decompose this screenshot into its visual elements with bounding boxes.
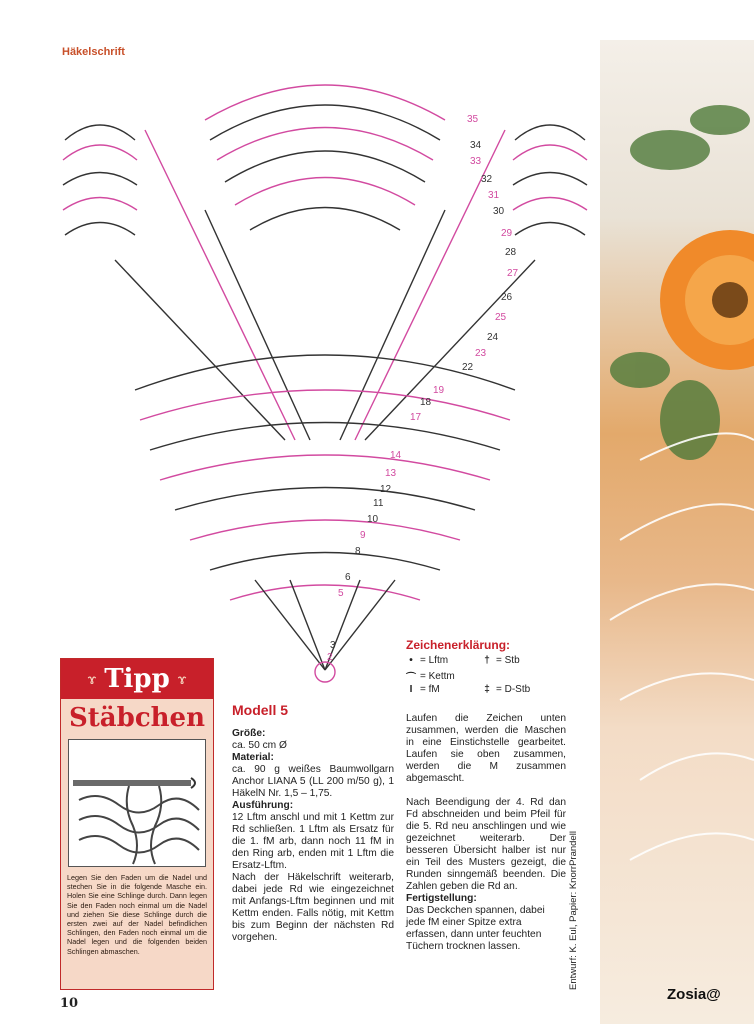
legend-item-fm bbox=[406, 684, 440, 695]
chain-stitch-icon: • bbox=[409, 655, 413, 666]
round-label: 26 bbox=[501, 292, 513, 303]
round-label: 28 bbox=[505, 247, 517, 258]
round-label: 22 bbox=[462, 362, 474, 373]
notes bbox=[406, 713, 566, 953]
round-label: 31 bbox=[488, 190, 500, 201]
round-label: 24 bbox=[487, 332, 499, 343]
crochet-hook-illustration bbox=[68, 739, 206, 867]
legend-label: = D-Stb bbox=[496, 684, 531, 695]
round-label: 34 bbox=[470, 140, 482, 151]
round-label: 30 bbox=[493, 206, 505, 217]
size-heading: Größe: bbox=[232, 728, 266, 739]
tipp-subtitle: Stäbchen bbox=[69, 703, 205, 733]
round-label: 13 bbox=[385, 468, 397, 479]
single-crochet-icon: I bbox=[409, 684, 413, 695]
legend-item-d-stb bbox=[482, 684, 530, 695]
round-label: 33 bbox=[470, 156, 482, 167]
section-label: Häkelschrift bbox=[62, 46, 125, 58]
legend-label: = fM bbox=[420, 684, 440, 695]
doily-photo bbox=[600, 40, 754, 1024]
notes-paragraph: Laufen die Zeichen unten zusammen, werden die Maschen in eine Einstichstelle gearbeitet. Laufen sie oben zusammen, werden die M zusammen abgemascht. bbox=[406, 713, 566, 784]
round-label: 11 bbox=[373, 498, 384, 509]
material-value: ca. 90 g weißes Baumwollgarn Anchor LIANA 5 (LL 200 m/50 g), 1 HäkelN Nr. 1,5 – 1,75. bbox=[232, 764, 394, 799]
page-number: 10 bbox=[60, 996, 79, 1011]
tipp-title: Tipp bbox=[104, 664, 170, 694]
round-label: 19 bbox=[433, 385, 445, 396]
round-label: 27 bbox=[507, 268, 519, 279]
execution-text: 12 Lftm anschl und mit 1 Kettm zur Rd schließen. 1 Lftm als Ersatz für die 1. fM arb, dann noch 11 fM in den Ring arb, enden mit 1 Lftm die Ersatz-Lftm. bbox=[232, 812, 394, 871]
tipp-box bbox=[60, 658, 214, 990]
round-label: 18 bbox=[420, 397, 432, 408]
model-title: Modell 5 bbox=[232, 702, 289, 718]
round-label: 14 bbox=[390, 450, 402, 461]
round-label: 17 bbox=[410, 412, 422, 423]
round-label: 35 bbox=[467, 114, 479, 125]
round-label: 2 bbox=[327, 652, 333, 663]
ornament-icon: ɤ bbox=[177, 671, 187, 687]
round-label: 6 bbox=[345, 572, 351, 583]
round-label: 32 bbox=[481, 174, 493, 185]
ornament-icon: ɤ bbox=[87, 671, 97, 687]
round-label: 3 bbox=[330, 640, 336, 651]
round-label: 5 bbox=[338, 588, 344, 599]
flower-icon bbox=[660, 230, 754, 370]
legend-label: = Kettm bbox=[420, 671, 455, 682]
tipp-header bbox=[61, 659, 213, 699]
double-crochet-icon: † bbox=[484, 655, 490, 666]
execution-text-continued: Nach der Häkelschrift weiterarb, dabei jede Rd wie eingezeichnet mit Anfangs-Lftm beginnen und mit Kettm enden. Falls nötig, mit Kettm bis zum Beginn der nächsten Rd vorgehen. bbox=[232, 872, 394, 943]
legend bbox=[406, 655, 586, 705]
size-value: ca. 50 cm Ø bbox=[232, 740, 287, 751]
material-heading: Material: bbox=[232, 752, 274, 763]
legend-label: = Lftm bbox=[420, 655, 449, 666]
round-label: 25 bbox=[495, 312, 507, 323]
finishing-heading: Fertigstellung: bbox=[406, 893, 477, 904]
finishing-text: Das Deckchen spannen, dabei jede fM einer Spitze extra erfassen, dann unter feuchten Tüchern trocknen lassen. bbox=[406, 905, 545, 952]
model-instructions bbox=[232, 728, 394, 944]
round-label: 10 bbox=[367, 514, 379, 525]
design-credit: Entwurf: K. Eul, Papier: KnorrPrandell bbox=[568, 831, 579, 990]
legend-item-lftm bbox=[406, 655, 448, 666]
crochet-hook-icon bbox=[73, 778, 195, 788]
round-label: 23 bbox=[475, 348, 487, 359]
signature: Zosia@ bbox=[667, 986, 721, 1003]
slip-stitch-icon: ⌒ bbox=[406, 673, 416, 684]
execution-heading: Ausführung: bbox=[232, 800, 294, 811]
legend-item-kettm bbox=[406, 669, 455, 684]
round-label: 8 bbox=[355, 546, 361, 557]
legend-title: Zeichenerklärung: bbox=[406, 638, 511, 652]
treble-crochet-icon: ‡ bbox=[484, 684, 490, 695]
round-label: 29 bbox=[501, 228, 513, 239]
crochet-chart bbox=[55, 60, 595, 700]
round-label: 12 bbox=[380, 484, 392, 495]
notes-paragraph: Nach Beendigung der 4. Rd dan Fd abschneiden und beim Pfeil für die 5. Rd neu anschlingen und wie gezeichnet weiterarb. Der besseren Übersicht halber ist nur ein Teil des Musters gezeigt, die Runden sinngemäß beenden. Die Zahlen geben die Rd an. bbox=[406, 797, 566, 892]
tipp-text: Legen Sie den Faden um die Nadel und stechen Sie in die folgende Masche ein. Holen Sie eine Schlinge durch. Dann legen Sie den Faden noch einmal um die Nadel und ziehen Sie diese Schlinge durch die ersten zwei auf der Nadel befindlichen Schlingen, den Faden noch einmal um die Nadel legen und die folgenden beiden Schlingen abmaschen. bbox=[67, 873, 207, 956]
legend-item-stb bbox=[482, 655, 520, 666]
legend-label: = Stb bbox=[496, 655, 520, 666]
round-label: 9 bbox=[360, 530, 366, 541]
